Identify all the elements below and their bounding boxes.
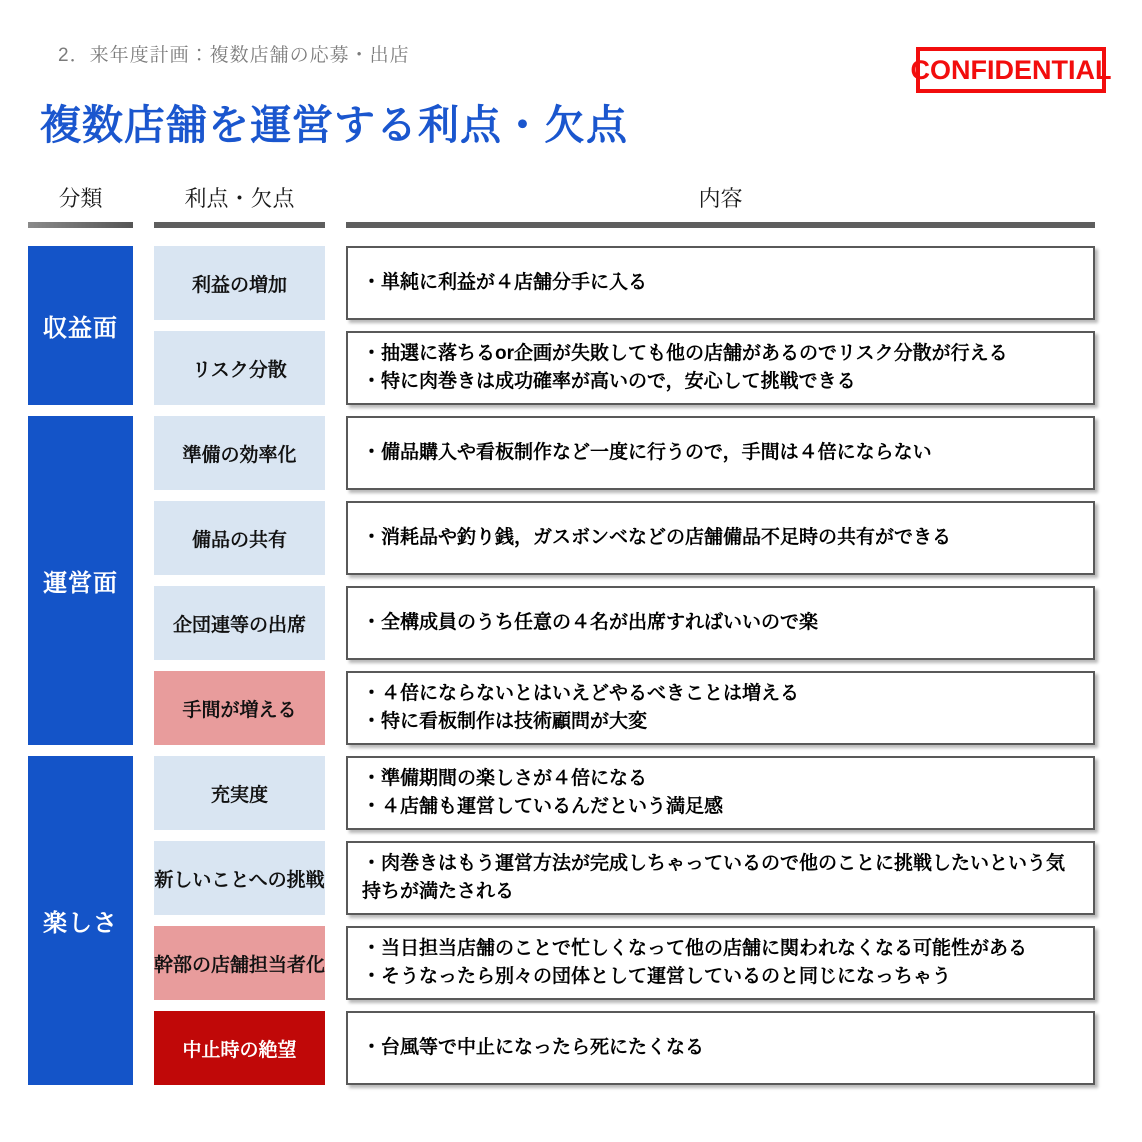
- point-label: 企団連等の出席: [154, 586, 325, 660]
- point-label: 充実度: [154, 756, 325, 830]
- content-line: ・台風等で中止になったら死にたくなる: [362, 1037, 705, 1058]
- confidential-badge: CONFIDENTIAL: [916, 47, 1106, 93]
- content-box: [346, 841, 1095, 915]
- content-line: ・消耗品や釣り銭，ガスボンベなどの店舗備品不足時の共有ができる: [362, 527, 952, 548]
- content-line: ・特に肉巻きは成功確率が高いので，安心して挑戦できる: [362, 371, 856, 392]
- content-line: ・４倍にならないとはいえどやるべきことは増える: [362, 683, 800, 704]
- category-cell-fun: 楽しさ: [28, 756, 133, 1085]
- category-cell-revenue: 収益面: [28, 246, 133, 405]
- content-line: ・そうなったら別々の団体として運営しているのと同じになっちゃう: [362, 966, 952, 987]
- point-label: 利益の増加: [154, 246, 325, 320]
- point-label: リスク分散: [154, 331, 325, 405]
- content-box: [346, 756, 1095, 830]
- column-header-point: 利点・欠点: [184, 185, 295, 211]
- content-line: ・肉巻きはもう運営方法が完成しちゃっているので他のことに挑戦したいという気持ちが満たされる: [362, 853, 1066, 902]
- content-line: ・備品購入や看板制作など一度に行うので，手間は４倍にならない: [362, 442, 932, 463]
- content-line: ・準備期間の楽しさが４倍になる: [362, 768, 648, 789]
- content-box: [346, 246, 1095, 320]
- content-line: ・４店舗も運営しているんだという満足感: [362, 796, 724, 817]
- point-label: 準備の効率化: [154, 416, 325, 490]
- category-cell-operations: 運営面: [28, 416, 133, 745]
- content-box: [346, 331, 1095, 405]
- point-label: 中止時の絶望: [154, 1011, 325, 1085]
- column-underline-category: [28, 222, 133, 228]
- content-line: ・特に看板制作は技術顧問が大変: [362, 711, 648, 732]
- page-title: 複数店舗を運営する利点・欠点: [40, 102, 628, 148]
- column-underline-point: [154, 222, 325, 228]
- content-box: [346, 926, 1095, 1000]
- content-box: [346, 671, 1095, 745]
- content-line: ・全構成員のうち任意の４名が出席すればいいので楽: [362, 612, 819, 633]
- column-header-category: 分類: [58, 185, 103, 211]
- content-line: ・抽選に落ちるor企画が失敗しても他の店舗があるのでリスク分散が行える: [362, 343, 1008, 364]
- content-box: [346, 586, 1095, 660]
- point-label: 備品の共有: [154, 501, 325, 575]
- column-header-content: 内容: [698, 185, 743, 211]
- content-box: [346, 1011, 1095, 1085]
- point-label: 手間が増える: [154, 671, 325, 745]
- content-box: [346, 501, 1095, 575]
- pros-cons-table: [28, 246, 1095, 1085]
- point-label: 新しいことへの挑戦: [154, 841, 325, 915]
- column-underline-content: [346, 222, 1095, 228]
- point-label: 幹部の店舗担当者化: [154, 926, 325, 1000]
- content-line: ・当日担当店舗のことで忙しくなって他の店舗に関われなくなる可能性がある: [362, 938, 1028, 959]
- content-line: ・単純に利益が４店舗分手に入る: [362, 272, 648, 293]
- content-box: [346, 416, 1095, 490]
- section-breadcrumb: 2．来年度計画：複数店舗の応募・出店: [58, 45, 410, 66]
